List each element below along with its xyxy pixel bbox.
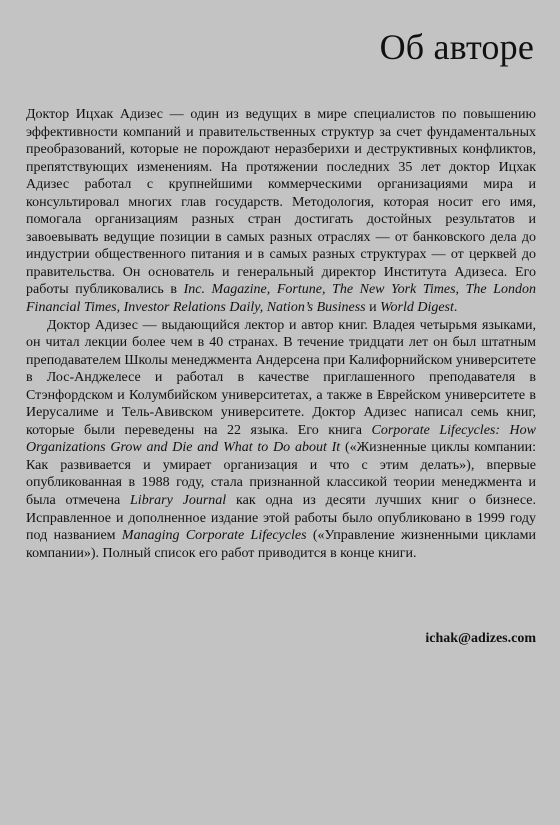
paragraph-2-text-b: («Жизненные циклы компании: Как развивается и умирает организация и что с этим делать»), впервые опубликованная в 1988 году, стала признанной классикой теории менеджмента и была отмечена [26,440,536,509]
paragraph-2-text-d: («Управление жизненными циклами компании»). Полный список его работ приводится в конце книги. [26,528,536,561]
bio-paragraph-2 [26,317,536,563]
paragraph-2-text-c: как одна из десяти лучших книг о бизнесе. Исправленное и дополненное издание этой работы было опубликовано в 1999 году под названием [26,493,536,544]
paragraph-2-text-a: Доктор Адизес — выдающийся лектор и автор книг. Владея четырьмя языками, он читал лекции более чем в 40 странах. В течение тридцати лет он был штатным преподавателем Школы менеджмента Андерсена при Калифорнийском университете в Лос-Анджелесе и работал в качестве приглашенного преподавателя в Стэнфордском и Колумбийском университетах, а также в Еврейском университете в Иерусалиме и Тель-Авивском университете. Доктор Адизес написал семь книг, которые были переведены на 22 языка. Его книга [26,317,536,438]
paragraph-1-text: Доктор Ицхак Адизес — один из ведущих в мире специалистов по повышению эффективности компаний и правительственных структур за счет фундаментальных преобразований, которые не порождают неразберихи и деструктивных конфликтов, препятствующих изменениям. На протяжении последних 35 лет доктор Ицхак Адизес работал с крупнейшими коммерческими организациями мира и консультировал многих глав государств. Методология, которая носит его имя, помогала организациям разных стран достигать достойных результатов и завоевывать ведущие позиции в самых разных отраслях — от банковского дела до индустрии общественного питания и в самых разных структурах — от церквей до правительства. Он основатель и генеральный директор Института Адизеса. Его работы публиковались в [26,107,536,298]
publications-list: Inc. Magazine, Fortune, The New York Times, The London Financial Times, Investor Relations Daily, Nation’s Business [26,282,536,316]
book-title-original: Corporate Lifecycles: How Organizations Grow and Die and What to Do about It [26,422,536,456]
author-bio [26,106,536,562]
bio-paragraph-1 [26,106,536,317]
author-email: ichak@adizes.com [425,631,536,646]
publication-last: World Digest [380,300,454,316]
page-title: Об авторе [379,27,534,67]
paragraph-1-end: . [453,300,458,316]
book-title-revised: Managing Corporate Lifecycles [121,528,307,544]
conjunction-text: и [365,300,381,316]
journal-name: Library Journal [130,493,227,509]
